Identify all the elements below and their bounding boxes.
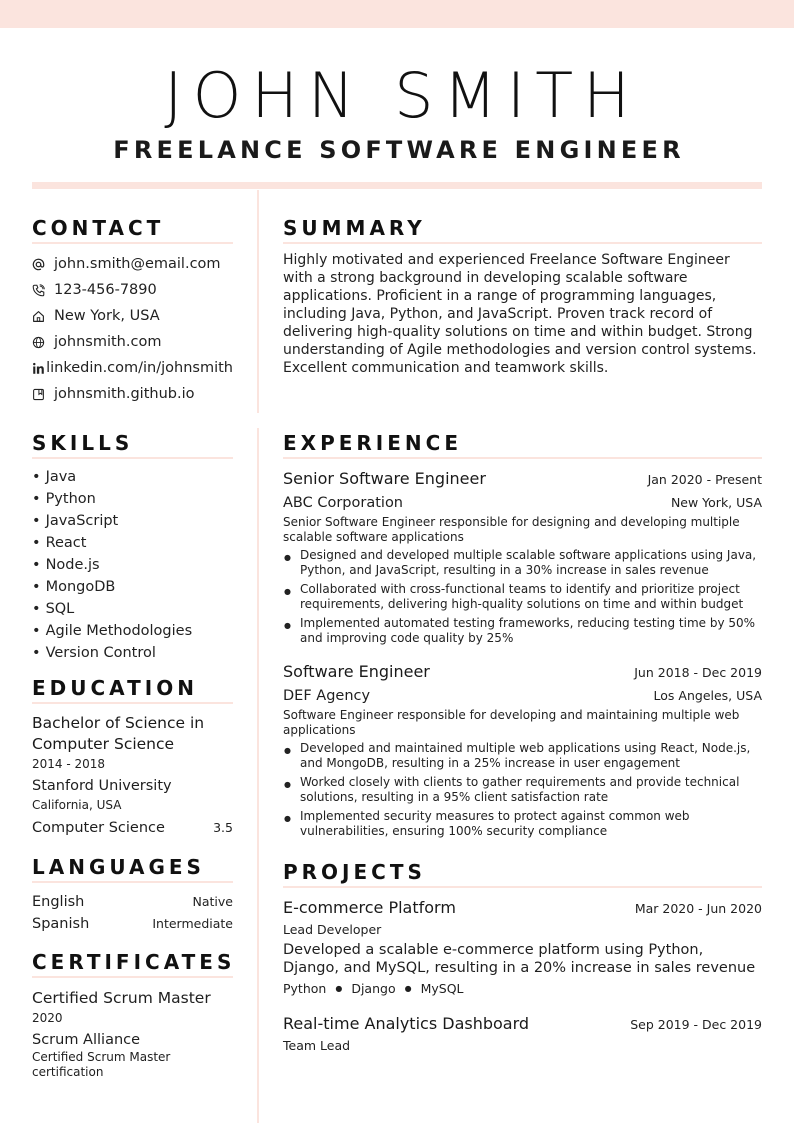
- skill-item: • React: [32, 532, 233, 554]
- job-company: DEF Agency: [283, 688, 371, 704]
- contact-section: [32, 215, 233, 407]
- contact-phone-text: 123-456-7890: [54, 282, 157, 298]
- contact-email-text: john.smith@email.com: [54, 256, 221, 272]
- contact-linkedin[interactable]: [32, 355, 233, 381]
- job-company: ABC Corporation: [283, 495, 404, 511]
- contact-phone[interactable]: [32, 277, 233, 303]
- language-level: Intermediate: [152, 916, 233, 931]
- home-icon: [32, 310, 54, 323]
- globe-icon: [32, 336, 54, 349]
- contact-website[interactable]: [32, 329, 233, 355]
- candidate-title: FREELANCE SOFTWARE ENGINEER: [113, 136, 685, 164]
- bullet-separator: ●: [404, 984, 412, 993]
- skill-item: • MongoDB: [32, 576, 233, 598]
- project-tech: Python: [283, 981, 327, 996]
- job-title: Software Engineer: [283, 662, 430, 681]
- job-bullet: ● Implemented security measures to protect against common web vulnerabilities, ensuring 100% security compliance: [283, 809, 762, 839]
- job-bullet: ● Developed and maintained multiple web applications using React, Node.js, and MongoDB, resulting in a 25% increase in user engagement: [283, 741, 762, 771]
- job-description: Senior Software Engineer responsible for designing and developing multiple scalable software applications: [283, 515, 740, 544]
- language-level: Native: [192, 894, 233, 909]
- job-bullets: [283, 741, 762, 839]
- job-location: Los Angeles, USA: [653, 688, 762, 703]
- job-dates: Jun 2018 - Dec 2019: [634, 665, 762, 680]
- language-row: [32, 891, 233, 913]
- project-role: Team Lead: [283, 1038, 351, 1053]
- contact-linkedin-text: linkedin.com/in/johnsmith: [46, 360, 233, 376]
- skills-list: [32, 466, 233, 664]
- education-school: Stanford University: [32, 778, 172, 794]
- education-degree: Bachelor of Science in Computer Science: [32, 714, 205, 753]
- education-field-row: [32, 817, 233, 839]
- certificate-year: 2020: [32, 1011, 63, 1025]
- project-tech: MySQL: [420, 981, 464, 996]
- resume-header: [0, 60, 794, 168]
- project-tech: Django: [351, 981, 396, 996]
- contact-website-text: johnsmith.com: [54, 334, 162, 350]
- education-location: California, USA: [32, 798, 122, 812]
- job-dates: Jan 2020 - Present: [647, 472, 762, 487]
- project-role: Lead Developer: [283, 922, 382, 937]
- contact-portfolio-text: johnsmith.github.io: [54, 386, 195, 402]
- job-description: Software Engineer responsible for developing and maintaining multiple web applications: [283, 708, 740, 737]
- skill-item: • Java: [32, 466, 233, 488]
- experience-section: [283, 430, 762, 843]
- skill-item: • Python: [32, 488, 233, 510]
- education-field: Computer Science: [32, 820, 165, 836]
- bookmark-icon: [32, 388, 54, 401]
- certificates-section: [32, 949, 236, 1080]
- languages-section: [32, 854, 233, 935]
- language-row: [32, 913, 233, 935]
- project-dates: Sep 2019 - Dec 2019: [630, 1017, 762, 1032]
- project-entry: [283, 1012, 762, 1056]
- skill-item: • SQL: [32, 598, 233, 620]
- summary-heading: SUMMARY: [283, 215, 762, 244]
- job-title: Senior Software Engineer: [283, 469, 486, 488]
- summary-section: [283, 215, 762, 377]
- job-bullet: ● Worked closely with clients to gather requirements and provide technical solutions, resulting in a 95% client satisfaction rate: [283, 775, 762, 805]
- project-name: E-commerce Platform: [283, 898, 456, 917]
- job-entry: [283, 467, 762, 646]
- job-location: New York, USA: [670, 495, 762, 510]
- contact-location-text: New York, USA: [54, 308, 160, 324]
- education-heading: EDUCATION: [32, 675, 233, 704]
- skill-item: • Agile Methodologies: [32, 620, 233, 642]
- bullet-separator: ●: [335, 984, 343, 993]
- job-bullet: ● Implemented automated testing frameworks, reducing testing time by 50% and improving code quality by 25%: [283, 616, 762, 646]
- education-gpa: 3.5: [213, 820, 233, 835]
- contact-email[interactable]: [32, 251, 233, 277]
- candidate-name: JOHN SMITH: [164, 59, 640, 132]
- skill-item: • JavaScript: [32, 510, 233, 532]
- skills-section: [32, 430, 233, 664]
- column-divider-top: [257, 190, 259, 413]
- languages-heading: LANGUAGES: [32, 854, 233, 883]
- project-description: Developed a scalable e-commerce platform using Python, Django, and MySQL, resulting in a 20% increase in sales revenue: [283, 942, 756, 976]
- phone-icon: [32, 284, 54, 297]
- education-section: [32, 675, 233, 839]
- certificate-description: Certified Scrum Master certification: [32, 1050, 171, 1079]
- linkedin-icon: [32, 362, 46, 375]
- skills-heading: SKILLS: [32, 430, 233, 459]
- projects-section: [283, 859, 762, 1056]
- language-name: Spanish: [32, 916, 90, 932]
- education-years: 2014 - 2018: [32, 757, 106, 771]
- projects-heading: PROJECTS: [283, 859, 762, 888]
- job-bullets: [283, 548, 762, 646]
- certificates-heading: CERTIFICATES: [32, 949, 233, 978]
- top-accent-band: [0, 0, 794, 28]
- job-bullet: ● Collaborated with cross-functional teams to identify and prioritize project requirements, delivering high-quality solutions on time and within budget: [283, 582, 762, 612]
- certificate-issuer: Scrum Alliance: [32, 1032, 141, 1048]
- language-name: English: [32, 894, 85, 910]
- job-bullet: ● Designed and developed multiple scalable software applications using Java, Python, and JavaScript, resulting in a 30% increase in sales revenue: [283, 548, 762, 578]
- contact-portfolio[interactable]: [32, 381, 233, 407]
- skill-item: • Node.js: [32, 554, 233, 576]
- contact-location: [32, 303, 233, 329]
- project-name: Real-time Analytics Dashboard: [283, 1014, 530, 1033]
- job-entry: [283, 660, 762, 839]
- experience-heading: EXPERIENCE: [283, 430, 762, 459]
- project-dates: Mar 2020 - Jun 2020: [634, 901, 762, 916]
- contact-heading: CONTACT: [32, 215, 233, 244]
- summary-text: Highly motivated and experienced Freelance Software Engineer with a strong background in developing scalable software applications. Proficient in a range of programming languages, including Java, Python, and JavaScript. Proven track record of delivering high-quality solutions on time and within budget. Strong understanding of Agile methodologies and version control systems. Excellent communication and teamwork skills.: [283, 252, 757, 376]
- project-entry: [283, 896, 762, 998]
- header-divider: [32, 182, 762, 189]
- column-divider-bottom: [257, 428, 259, 1123]
- certificate-name: Certified Scrum Master: [32, 989, 211, 1007]
- at-icon: [32, 258, 54, 271]
- project-tech-list: [283, 980, 762, 998]
- skill-item: • Version Control: [32, 642, 233, 664]
